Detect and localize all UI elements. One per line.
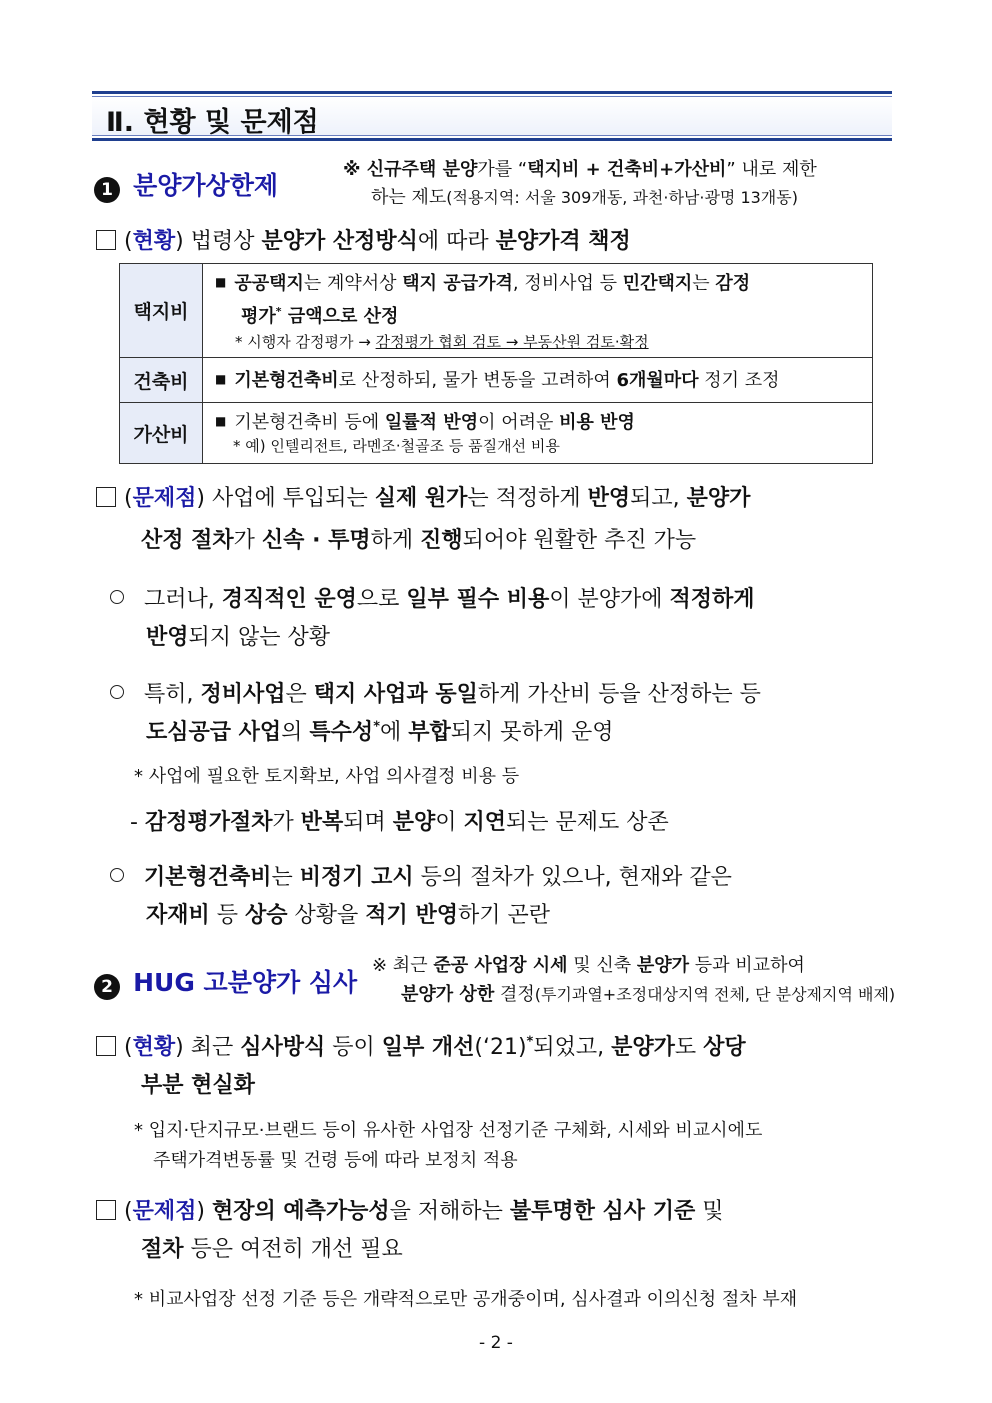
s2-problem-line1: (문제점) 현장의 예측가능성을 저해하는 불투명한 심사 기준 및	[96, 1194, 723, 1225]
s2-current-note1: * 입지·단지규모·브랜드 등이 유사한 사업장 선정기준 구체화, 시세와 비교시에도	[134, 1120, 763, 1141]
table-cell: ■ 공공택지는 계약서상 택지 공급가격, 정비사업 등 민간택지는 감정 평가* 금액으로 산정 * 시행자 감정평가 → 감정평가 협회 검토 → 부동산원 검토·확정	[203, 264, 873, 358]
square-bullet-icon: ■	[215, 414, 227, 428]
table-row	[120, 264, 873, 358]
table-label: 가산비	[120, 403, 203, 464]
s1-note-line2: 하는 제도(적용지역: 서울 309개동, 과천·하남·광명 13개동)	[371, 187, 798, 208]
table-label: 택지비	[120, 264, 203, 358]
s2-note-line2: 분양가 상한 결정(투기과열+조정대상지역 전체, 단 분상제지역 배제)	[401, 984, 896, 1005]
s1-bullet-2-note: * 사업에 필요한 토지확보, 사업 의사결정 비용 등	[134, 766, 520, 787]
page-number: - 2 -	[479, 1333, 513, 1353]
s1-problem-line2: 산정 절차가 신속 · 투명하게 진행되어야 원활한 추진 가능	[141, 528, 697, 553]
s2-current-note2: 주택가격변동률 및 건령 등에 따라 보정치 적용	[153, 1150, 518, 1171]
s1-bullet-2-line1: 특히, 정비사업은 택지 사업과 동일하게 가산비 등을 산정하는 등	[110, 677, 761, 708]
s2-note-line1: ※ 최근 준공 사업장 시세 및 신축 분양가 등과 비교하여	[372, 955, 805, 976]
s1-bullet-1-line1: 그러나, 경직적인 운영으로 일부 필수 비용이 분양가에 적정하게	[110, 582, 755, 613]
checkbox-square-icon	[96, 1200, 116, 1220]
s1-bullet-1-line2: 반영되지 않는 상황	[146, 625, 331, 650]
section-header	[92, 91, 892, 141]
header-rule-top	[92, 91, 892, 94]
s1-heading	[94, 166, 278, 203]
square-bullet-icon: ■	[215, 275, 227, 289]
checkbox-square-icon	[96, 230, 116, 250]
table-cell: ■ 기본형건축비로 산정하되, 물가 변동을 고려하여 6개월마다 정기 조정	[203, 358, 873, 403]
s2-current-line2: 부분 현실화	[141, 1073, 255, 1098]
table-label: 건축비	[120, 358, 203, 403]
number-2-icon: 2	[94, 974, 120, 1000]
checkbox-square-icon	[96, 1036, 116, 1056]
circle-bullet-icon	[110, 868, 124, 882]
s1-bullet-3-line2: 자재비 등 상승 상황을 적기 반영하기 곤란	[146, 903, 550, 928]
checkbox-square-icon	[96, 487, 116, 507]
s2-heading	[94, 963, 357, 1000]
circle-bullet-icon	[110, 685, 124, 699]
s2-heading-text: HUG 고분양가 심사	[133, 968, 358, 997]
s1-problem-line1: (문제점) 사업에 투입되는 실제 원가는 적정하게 반영되고, 분양가	[96, 481, 750, 512]
s2-current-line1: (현황) 최근 심사방식 등이 일부 개선(‘21)*되었고, 분양가도 상당	[96, 1030, 746, 1061]
square-bullet-icon: ■	[215, 372, 227, 386]
s1-current: (현황) 법령상 분양가 산정방식에 따라 분양가격 책정	[96, 224, 631, 255]
s1-bullet-3-line1: 기본형건축비는 비정기 고시 등의 절차가 있으나, 현재와 같은	[110, 860, 732, 891]
s1-bullet-2-line2: 도심공급 사업의 특수성*에 부합되지 못하게 운영	[146, 719, 614, 745]
number-1-icon: 1	[94, 177, 120, 203]
s1-dash-item: - 감정평가절차가 반복되며 분양이 지연되는 문제도 상존	[130, 810, 669, 835]
cost-table	[119, 263, 873, 464]
table-row	[120, 358, 873, 403]
circle-bullet-icon	[110, 590, 124, 604]
table-cell: ■ 기본형건축비 등에 일률적 반영이 어려운 비용 반영 * 예) 인텔리전트, 라멘조·철골조 등 품질개선 비용	[203, 403, 873, 464]
section-title: Ⅱ. 현황 및 문제점	[106, 107, 319, 138]
table-row	[120, 403, 873, 464]
s2-problem-note: * 비교사업장 선정 기준 등은 개략적으로만 공개중이며, 심사결과 이의신청 절차 부재	[134, 1289, 798, 1310]
s2-problem-line2: 절차 등은 여전히 개선 필요	[141, 1237, 403, 1262]
s1-heading-text: 분양가상한제	[133, 171, 278, 200]
s1-note-line1: ※ 신규주택 분양가를 “택지비 + 건축비+가산비” 내로 제한	[343, 159, 817, 180]
